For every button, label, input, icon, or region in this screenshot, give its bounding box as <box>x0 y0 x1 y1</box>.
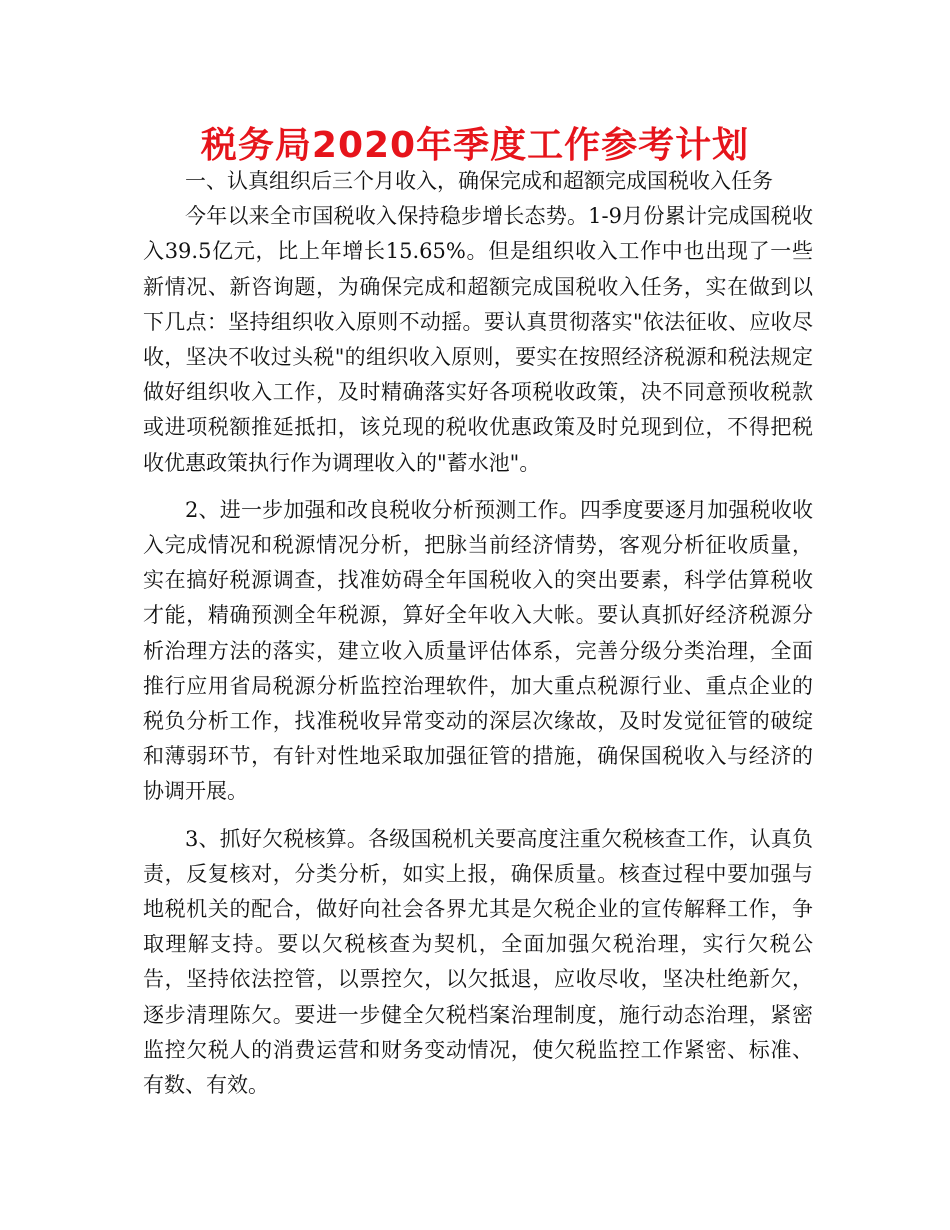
paragraph-1: 今年以来全市国税收入保持稳步增长态势。1-9月份累计完成国税收入39.5亿元，比上年增长15.65%。但是组织收入工作中也出现了一些新情况、新咨询题，为确保完成和超额完成国税收入任务，实在做到以下几点：坚持组织收入原则不动摇。要认真贯彻落实"依法征收、应收尽收，坚决不收过头税"的组织收入原则，要实在按照经济税源和税法规定做好组织收入工作，及时精确落实好各项税收政策，决不同意预收税款或进项税额推延抵扣，该兑现的税收优惠政策及时兑现到位，不得把税收优惠政策执行作为调理收入的"蓄水池"。 <box>143 204 813 475</box>
document-body <box>143 164 813 1103</box>
section-heading-1: 一、认真组织后三个月收入，确保完成和超额完成国税收入任务 <box>185 169 773 193</box>
paragraph-3: 3、抓好欠税核算。各级国税机关要高度注重欠税核查工作，认真负责，反复核对，分类分析，如实上报，确保质量。核查过程中要加强与地税机关的配合，做好向社会各界尤其是欠税企业的宣传解释工作，争取理解支持。要以欠税核查为契机，全面加强欠税治理，实行欠税公告，坚持依法控管，以票控欠，以欠抵退，应收尽收，坚决杜绝新欠，逐步清理陈欠。要进一步健全欠税档案治理制度，施行动态治理，紧密监控欠税人的消费运营和财务变动情况，使欠税监控工作紧密、标准、有数、有效。 <box>143 826 813 1098</box>
paragraph-2: 2、进一步加强和改良税收分析预测工作。四季度要逐月加强税收收入完成情况和税源情况分析，把脉当前经济情势，客观分析征收质量，实在搞好税源调查，找准妨碍全年国税收入的突出要素，科学估算税收才能，精确预测全年税源，算好全年收入大帐。要认真抓好经济税源分析治理方法的落实，建立收入质量评估体系，完善分级分类治理，全面推行应用省局税源分析监控治理软件，加大重点税源行业、重点企业的税负分析工作，找准税收异常变动的深层次缘故，及时发觉征管的破绽和薄弱环节，有针对性地采取加强征管的措施，确保国税收入与经济的协调开展。 <box>143 497 813 804</box>
document-title: 税务局2020年季度工作参考计划 <box>200 125 750 166</box>
